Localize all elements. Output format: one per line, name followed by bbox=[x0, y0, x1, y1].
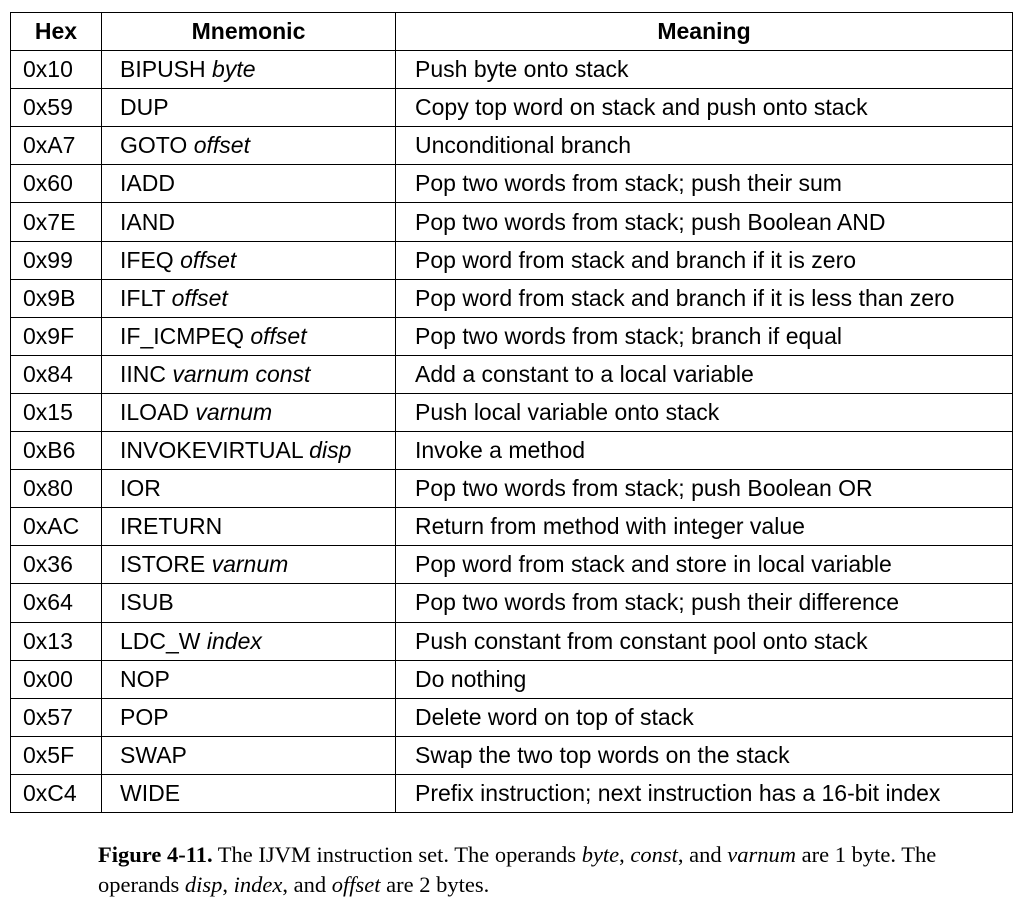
mnemonic-cell bbox=[102, 203, 396, 241]
hex-cell: 0x84 bbox=[11, 355, 102, 393]
hex-cell: 0x7E bbox=[11, 203, 102, 241]
mnemonic-cell bbox=[102, 736, 396, 774]
hex-cell: 0x36 bbox=[11, 546, 102, 584]
table-row bbox=[11, 127, 1013, 165]
table-row bbox=[11, 432, 1013, 470]
opcode-name: DUP bbox=[120, 94, 169, 121]
operand-list: offset bbox=[171, 284, 228, 311]
caption-text: , bbox=[619, 842, 631, 867]
table-row bbox=[11, 165, 1013, 203]
meaning-cell: Invoke a method bbox=[396, 432, 1013, 470]
caption-operand: byte bbox=[581, 842, 620, 867]
caption-text: , and bbox=[282, 872, 332, 897]
table-row bbox=[11, 203, 1013, 241]
meaning-cell: Push byte onto stack bbox=[396, 51, 1013, 89]
meaning-cell: Copy top word on stack and push onto stack bbox=[396, 89, 1013, 127]
caption-text: , and bbox=[677, 842, 728, 867]
hex-cell: 0x9F bbox=[11, 317, 102, 355]
header-mnemonic: Mnemonic bbox=[102, 13, 396, 51]
table-row bbox=[11, 736, 1013, 774]
caption-text: The IJVM instruction set. The operands bbox=[212, 842, 582, 867]
operand-list: offset bbox=[250, 322, 307, 349]
meaning-cell: Delete word on top of stack bbox=[396, 698, 1013, 736]
hex-cell: 0x59 bbox=[11, 89, 102, 127]
hex-cell: 0x57 bbox=[11, 698, 102, 736]
caption-operand: varnum bbox=[727, 842, 797, 867]
table-row bbox=[11, 355, 1013, 393]
operand-list: varnum bbox=[195, 398, 273, 425]
caption-text: , bbox=[222, 872, 234, 897]
table-row bbox=[11, 584, 1013, 622]
meaning-cell: Pop two words from stack; push their sum bbox=[396, 165, 1013, 203]
meaning-cell: Prefix instruction; next instruction has a 16-bit index bbox=[396, 774, 1013, 812]
caption-operand: offset bbox=[331, 872, 381, 897]
meaning-cell: Add a constant to a local variable bbox=[396, 355, 1013, 393]
meaning-cell: Pop two words from stack; push Boolean AND bbox=[396, 203, 1013, 241]
caption-operand: disp bbox=[184, 872, 223, 897]
meaning-cell: Pop word from stack and store in local variable bbox=[396, 546, 1013, 584]
opcode-name: IRETURN bbox=[120, 513, 223, 540]
header-hex: Hex bbox=[11, 13, 102, 51]
hex-cell: 0x15 bbox=[11, 393, 102, 431]
mnemonic-cell bbox=[102, 698, 396, 736]
table-row bbox=[11, 774, 1013, 812]
table-row bbox=[11, 241, 1013, 279]
opcode-name: LDC_W bbox=[120, 627, 201, 654]
table-row bbox=[11, 546, 1013, 584]
table-row bbox=[11, 317, 1013, 355]
meaning-cell: Unconditional branch bbox=[396, 127, 1013, 165]
meaning-cell: Pop two words from stack; push their difference bbox=[396, 584, 1013, 622]
hex-cell: 0x80 bbox=[11, 470, 102, 508]
meaning-cell: Do nothing bbox=[396, 660, 1013, 698]
mnemonic-cell bbox=[102, 165, 396, 203]
caption-text: are 2 bytes. bbox=[380, 872, 490, 897]
mnemonic-cell bbox=[102, 51, 396, 89]
meaning-cell: Pop two words from stack; push Boolean OR bbox=[396, 470, 1013, 508]
table-row bbox=[11, 508, 1013, 546]
hex-cell: 0x5F bbox=[11, 736, 102, 774]
table-row bbox=[11, 698, 1013, 736]
mnemonic-cell bbox=[102, 127, 396, 165]
meaning-cell: Return from method with integer value bbox=[396, 508, 1013, 546]
hex-cell: 0x64 bbox=[11, 584, 102, 622]
opcode-name: SWAP bbox=[120, 741, 187, 768]
opcode-name: IFLT bbox=[120, 284, 166, 311]
header-meaning: Meaning bbox=[396, 13, 1013, 51]
table-header-row bbox=[11, 13, 1013, 51]
operand-list: offset bbox=[180, 246, 237, 273]
figure-caption bbox=[98, 840, 978, 900]
operand-list: varnum bbox=[211, 551, 289, 578]
opcode-name: POP bbox=[120, 703, 169, 730]
table-row bbox=[11, 470, 1013, 508]
hex-cell: 0x10 bbox=[11, 51, 102, 89]
mnemonic-cell bbox=[102, 508, 396, 546]
meaning-cell: Push local variable onto stack bbox=[396, 393, 1013, 431]
meaning-cell: Pop word from stack and branch if it is zero bbox=[396, 241, 1013, 279]
hex-cell: 0x13 bbox=[11, 622, 102, 660]
operand-list: byte bbox=[212, 56, 256, 83]
hex-cell: 0x00 bbox=[11, 660, 102, 698]
opcode-name: ISUB bbox=[120, 589, 174, 616]
mnemonic-cell bbox=[102, 774, 396, 812]
opcode-name: ILOAD bbox=[120, 398, 190, 425]
mnemonic-cell bbox=[102, 279, 396, 317]
hex-cell: 0x60 bbox=[11, 165, 102, 203]
operand-list: offset bbox=[193, 132, 250, 159]
hex-cell: 0xAC bbox=[11, 508, 102, 546]
meaning-cell: Pop two words from stack; branch if equal bbox=[396, 317, 1013, 355]
table-row bbox=[11, 393, 1013, 431]
opcode-name: WIDE bbox=[120, 779, 181, 806]
opcode-name: IF_ICMPEQ bbox=[120, 322, 244, 349]
meaning-cell: Push constant from constant pool onto stack bbox=[396, 622, 1013, 660]
mnemonic-cell bbox=[102, 622, 396, 660]
table-row bbox=[11, 660, 1013, 698]
figure-label: Figure 4-11. bbox=[98, 842, 213, 867]
mnemonic-cell bbox=[102, 317, 396, 355]
mnemonic-cell bbox=[102, 241, 396, 279]
table-row bbox=[11, 279, 1013, 317]
meaning-cell: Swap the two top words on the stack bbox=[396, 736, 1013, 774]
opcode-name: BIPUSH bbox=[120, 56, 206, 83]
mnemonic-cell bbox=[102, 393, 396, 431]
opcode-name: IADD bbox=[120, 170, 175, 197]
hex-cell: 0x99 bbox=[11, 241, 102, 279]
opcode-name: GOTO bbox=[120, 132, 188, 159]
mnemonic-cell bbox=[102, 584, 396, 622]
mnemonic-cell bbox=[102, 355, 396, 393]
hex-cell: 0x9B bbox=[11, 279, 102, 317]
hex-cell: 0xB6 bbox=[11, 432, 102, 470]
mnemonic-cell bbox=[102, 89, 396, 127]
mnemonic-cell bbox=[102, 660, 396, 698]
mnemonic-cell bbox=[102, 470, 396, 508]
operand-list: index bbox=[206, 627, 262, 654]
table-row bbox=[11, 622, 1013, 660]
opcode-name: IAND bbox=[120, 208, 175, 235]
opcode-name: IOR bbox=[120, 475, 161, 502]
hex-cell: 0xC4 bbox=[11, 774, 102, 812]
mnemonic-cell bbox=[102, 546, 396, 584]
table-row bbox=[11, 89, 1013, 127]
hex-cell: 0xA7 bbox=[11, 127, 102, 165]
meaning-cell: Pop word from stack and branch if it is less than zero bbox=[396, 279, 1013, 317]
caption-operand: index bbox=[233, 872, 283, 897]
mnemonic-cell bbox=[102, 432, 396, 470]
opcode-name: ISTORE bbox=[120, 551, 206, 578]
operand-list: varnum const bbox=[172, 360, 311, 387]
opcode-name: INVOKEVIRTUAL bbox=[120, 437, 303, 464]
caption-text: are 1 byte. The operands bbox=[98, 842, 937, 897]
caption-operand: const bbox=[630, 842, 678, 867]
opcode-name: IFEQ bbox=[120, 246, 174, 273]
table-row bbox=[11, 51, 1013, 89]
table-body bbox=[11, 51, 1013, 813]
opcode-name: NOP bbox=[120, 665, 170, 692]
operand-list: disp bbox=[309, 437, 352, 464]
ijvm-instruction-table bbox=[10, 12, 1013, 813]
opcode-name: IINC bbox=[120, 360, 166, 387]
